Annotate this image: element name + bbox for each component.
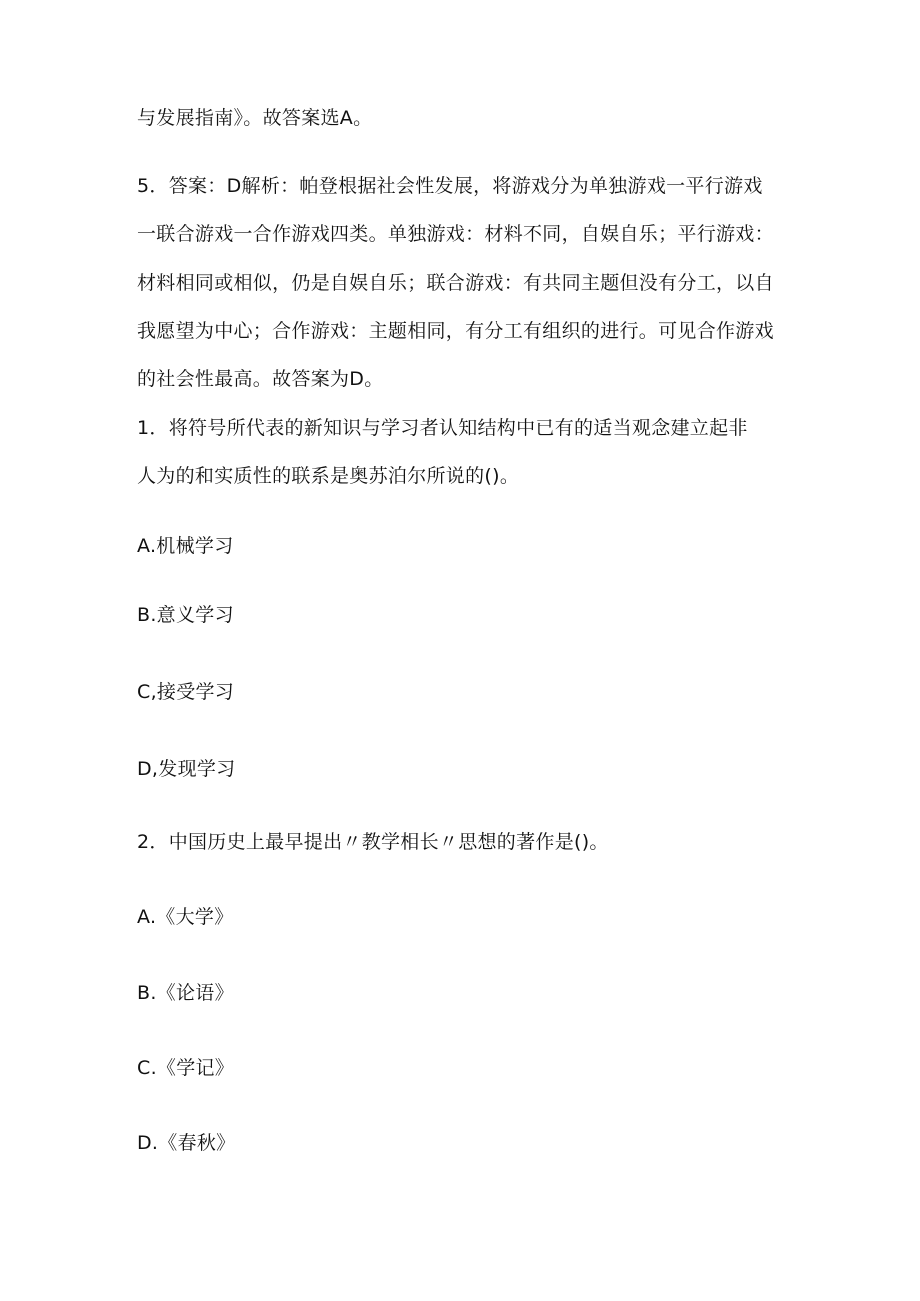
question-1-option-c: C,接受学习	[137, 681, 235, 703]
answer-5-line-5: 的社会性最高。故答案为D。	[137, 368, 384, 390]
answer-5-line-4: 我愿望为中心；合作游戏：主题相同，有分工有组织的进行。可见合作游戏	[137, 320, 774, 342]
answer-5-line-1: 5．答案：D解析：帕登根据社会性发展，将游戏分为单独游戏一平行游戏	[137, 175, 763, 197]
question-1-line-1: 1．将符号所代表的新知识与学习者认知结构中已有的适当观念建立起非	[137, 417, 748, 439]
question-2-option-d: D.《春秋》	[137, 1132, 236, 1154]
question-1-option-a: A.机械学习	[137, 535, 234, 557]
question-1-option-b: B.意义学习	[137, 604, 234, 626]
question-1-option-d: D,发现学习	[137, 758, 236, 780]
question-2-option-c: C.《学记》	[137, 1057, 235, 1079]
answer-5-line-2: 一联合游戏一合作游戏四类。单独游戏：材料不同，自娱自乐；平行游戏：	[137, 223, 774, 245]
question-2-stem: 2．中国历史上最早提出〃教学相长〃思想的著作是()。	[137, 831, 609, 853]
answer-5-line-3: 材料相同或相似，仍是自娱自乐；联合游戏：有共同主题但没有分工，以自	[137, 272, 774, 294]
question-1-line-2: 人为的和实质性的联系是奥苏泊尔所说的()。	[137, 465, 520, 487]
question-2-option-a: A.《大学》	[137, 906, 234, 928]
answer-4-tail: 与发展指南》。故答案选A。	[137, 107, 373, 129]
question-2-option-b: B.《论语》	[137, 982, 234, 1004]
